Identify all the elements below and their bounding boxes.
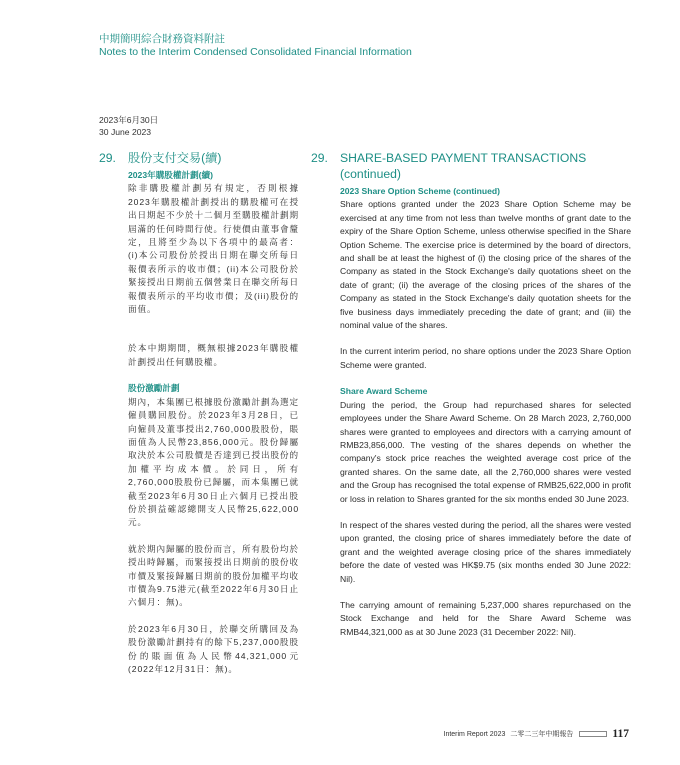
page-header: [99, 33, 412, 59]
section-body-cn: [99, 169, 299, 676]
paragraph-repurchase-en: During the period, the Group had repurchased shares for selected employees under the Share Award Scheme. On 28 March 2023, 2,760,000 shares were granted to employees and directors with a carrying amount of RMB23,856,000. The vesting of the shares depends on whether the company's stock price reaches the weighted average cost price of the granted shares. On the same date, all the 2,760,000 shares were vested and the Group has recognised the total expense of RMB25,622,000 in profit or loss in relation to Shares granted for the six months ended 30 June 2023.: [340, 399, 631, 504]
paragraph-repurchase-cn: 期內，本集團已根據股份激勵計劃為選定僱員購回股份。於2023年3月28日，已向僱員及董事授出2,760,000股股份，賬面值為人民幣23,856,000元。股份歸屬取決於本公司股價是否達到已授出股份的加權平均成本價。於同日，所有2,760,000股股份已歸屬，而本集團已就截至2023年6月30日止六個月已授出股份於損益確認總開支人民幣25,622,000元。: [128, 396, 299, 528]
subheading-award-scheme-cn: 股份激勵計劃: [128, 383, 180, 394]
paragraph-exercise-cn: 除非購股權計劃另有規定，否則根據2023年購股權計劃授出的購股權可在授出日期起不少於十二個月至購股權計劃期屆滿的任何時間行使。行使價由董事會釐定，且將至少為以下各項中的最高者：(i)本公司股份於授出日期在聯交所每日報價表所示的收市價；(ii)本公司股份於緊接授出日期前五個營業日在聯交所每日報價表所示的平均收市價；及(iii)股份的面值。: [128, 183, 299, 315]
header-title-cn: 中期簡明綜合財務資料附註: [99, 33, 225, 45]
paragraph-vested-cn: 就於期內歸屬的股份而言，所有股份均於授出時歸屬，而緊接授出日期前的股份收市價及緊接歸屬日期前的股份加權平均收市價為9.75港元(截至2022年6月30日止六個月：無)。: [128, 543, 299, 608]
subheading-option-scheme-en: 2023 Share Option Scheme (continued): [340, 186, 500, 196]
header-title-en: Notes to the Interim Condensed Consolidated Financial Information: [99, 46, 412, 58]
paragraph-no-grant-cn: 於本中期期間，概無根據2023年購股權計劃授出任何購股權。: [128, 343, 299, 367]
paragraph-carrying-en: The carrying amount of remaining 5,237,000 shares repurchased on the Stock Exchange and held for the Share Award Scheme was RMB44,321,000 as at 30 June 2023 (31 December 2022: Nil).: [340, 599, 631, 637]
english-column: [311, 150, 631, 652]
footer-report-cn: 二零二三年中期報告: [510, 731, 574, 738]
subheading-option-scheme-cn: 2023年購股權計劃(續): [128, 170, 213, 180]
section-body-en: [311, 185, 631, 639]
footer-divider: [579, 731, 607, 737]
paragraph-no-grant-en: In the current interim period, no share options under the 2023 Share Option Scheme were granted.: [340, 346, 631, 370]
subheading-award-scheme-en: Share Award Scheme: [340, 386, 428, 397]
section-number-en: 29.: [311, 151, 328, 165]
date-en: 30 June 2023: [99, 127, 152, 137]
section-heading-en: [311, 150, 631, 182]
paragraph-vested-en: In respect of the shares vested during the period, all the shares were vested upon granted, the closing price of shares immediately before the date of grant and the weighted average closing price of the shares immediately before the date of vested was HK$9.75 (six months ended 30 June 2022: Nil).: [340, 519, 631, 584]
section-heading-cn: [99, 150, 299, 166]
chinese-column: [99, 150, 299, 689]
section-title-cn: 股份支付交易(續): [128, 151, 222, 165]
period-date: [99, 114, 158, 138]
page-footer: [444, 728, 630, 740]
date-cn: 2023年6月30日: [99, 115, 159, 125]
paragraph-carrying-cn: 於2023年6月30日，於聯交所購回及為股份激勵計劃持有的餘下5,237,000股股份的賬面值為人民幣44,321,000元(2022年12月31日：無)。: [128, 623, 299, 674]
paragraph-exercise-en: Share options granted under the 2023 Share Option Scheme may be exercised at any time from not less than twelve months of grant date to the expiry of the Share Option Scheme, unless otherwise specified in the Share Option Scheme. The exercise price is determined by the board of directors, and shall be at least the highest of (i) the closing price of the shares of the Company as stated in the Stock Exchange's daily quotations sheet on the date of grant; (ii) the average of the closing prices of the shares of the Company as stated in the Stock Exchange's daily quotation sheets for the five business days immediately preceding the date of grant; and (iii) the nominal value of the shares.: [340, 199, 631, 331]
page-number: 117: [612, 728, 629, 740]
section-number-cn: 29.: [99, 151, 116, 165]
footer-report-en: Interim Report 2023: [443, 730, 506, 738]
section-title-en: SHARE-BASED PAYMENT TRANSACTIONS (continued): [340, 151, 587, 181]
